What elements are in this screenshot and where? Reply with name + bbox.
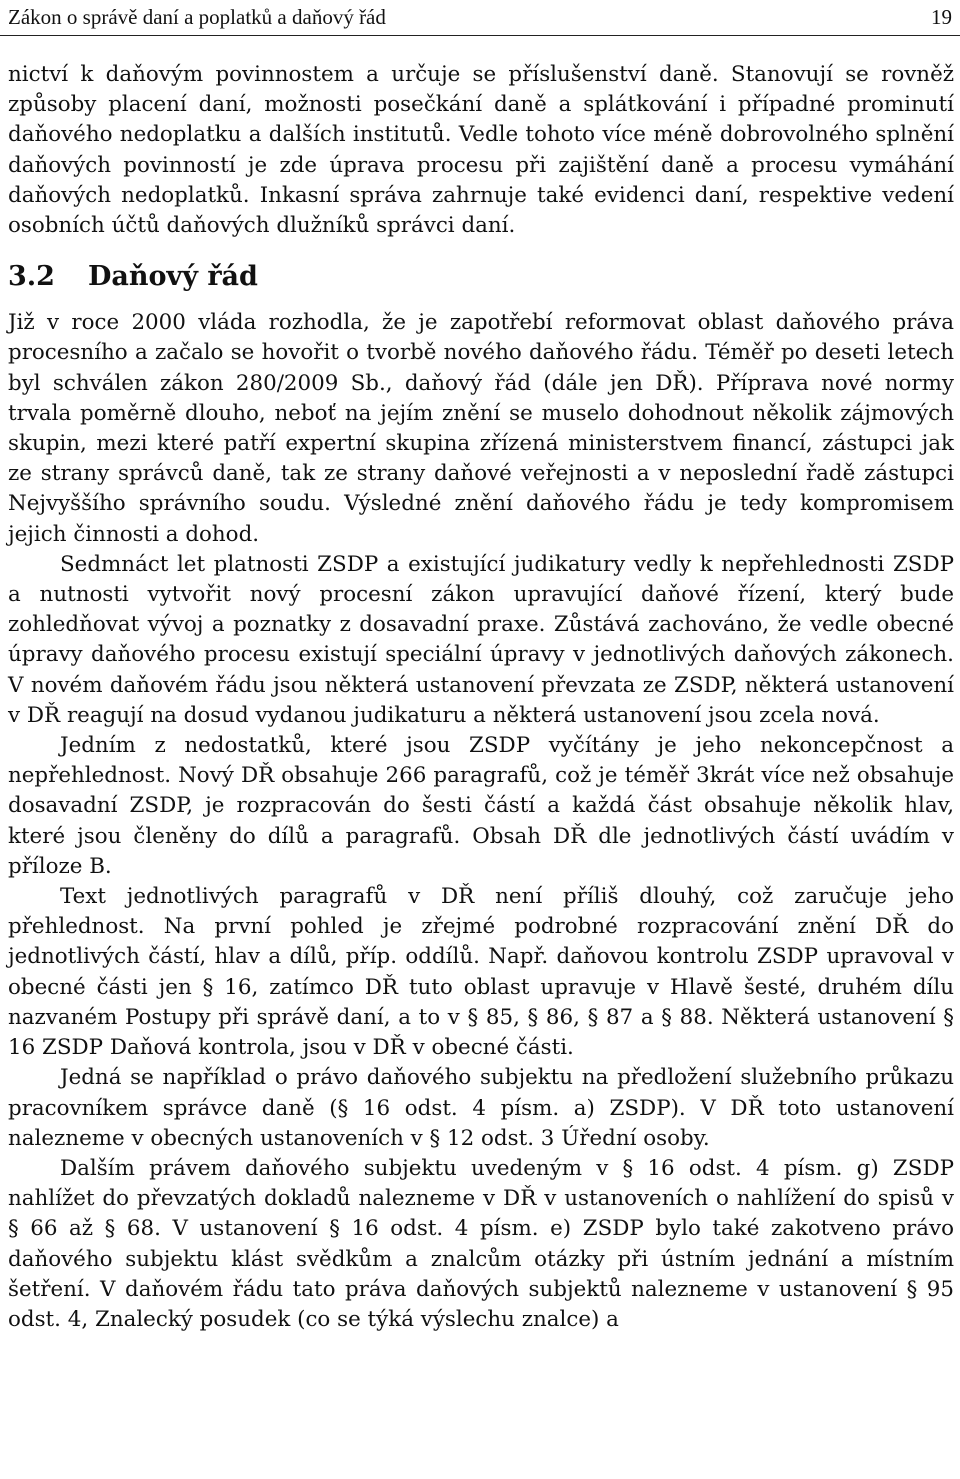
page-number: 19 bbox=[931, 5, 952, 29]
page-header bbox=[0, 0, 960, 40]
body-paragraph: Již v roce 2000 vláda rozhodla, že je zapotřebí reformovat oblast daňového práva procesního a začalo se hovořit o tvorbě nového daňového řádu. Téměř po deseti letech byl schválen zákon 280/2009 Sb., daňový řád (dále jen DŘ). Příprava nové normy trvala poměrně dlouho, neboť na jejím znění se muselo dohodnout několik zájmových skupin, mezi které patří expertní skupina zřízená ministerstvem financí, zástupci jak ze strany správců daně, tak ze strany daňové veřejnosti a v neposlední řadě zástupci Nejvyššího správního soudu. Výsledné znění daňového řádu je tedy kompromisem jejich činnosti a dohod. bbox=[8, 310, 954, 547]
body-paragraph: Sedmnáct let platnosti ZSDP a existující judikatury vedly k nepřehlednosti ZSDP a nutnosti vytvořit nový procesní zákon upravující daňové řízení, který bude zohledňovat vývoj a poznatky z dosavadní praxe. Zůstává zachováno, že vedle obecné úpravy daňového procesu existují speciální úpravy v jednotlivých daňových zákonech. V novém daňovém řádu jsou některá ustanovení převzata ze ZSDP, některá ustanovení v DŘ reagují na dosud vydanou judikaturu a některá ustanovení jsou zcela nová. bbox=[8, 551, 954, 728]
body-paragraph: Text jednotlivých paragrafů v DŘ není příliš dlouhý, což zaručuje jeho přehlednost. Na první pohled je zřejmé podrobné rozpracování znění DŘ do jednotlivých částí, hlav a dílů, příp. oddílů. Např. daňovou kontrolu ZSDP upravoval v obecné části jen § 16, zatímco DŘ tuto oblast upravuje v Hlavě šesté, druhém dílu nazvaném Postupy při správě daní, a to v § 85, § 86, § 87 a § 88. Některá ustanovení § 16 ZSDP Daňová kontrola, jsou v DŘ v obecné části. bbox=[8, 884, 954, 1061]
header-rule bbox=[0, 35, 960, 36]
section-heading bbox=[8, 260, 954, 294]
section-title: Daňový řád bbox=[88, 261, 258, 293]
section-number: 3.2 bbox=[8, 261, 55, 293]
body-paragraph: Jedná se například o právo daňového subjektu na předložení služebního průkazu pracovníkem správce daně (§ 16 odst. 4 písm. a) ZSDP). V DŘ toto ustanovení nalezneme v obecných ustanoveních v § 12 odst. 3 Úřední osoby. bbox=[8, 1065, 954, 1151]
body-paragraph: Jedním z nedostatků, které jsou ZSDP vyčítány je jeho nekoncepčnost a nepřehlednost. Nový DŘ obsahuje 266 paragrafů, což je téměř 3krát více než obsahuje dosavadní ZSDP, je rozpracován do šesti částí a každá část obsahuje několik hlav, které jsou členěny do dílů a paragrafů. Obsah DŘ dle jednotlivých částí uvádím v příloze B. bbox=[8, 733, 954, 879]
page-body bbox=[8, 60, 954, 1335]
intro-paragraph: nictví k daňovým povinnostem a určuje se příslušenství daně. Stanovují se rovněž způsoby placení daní, možnosti posečkání daně a splátkování i případné prominutí daňového nedoplatku a dalších institutů. Vedle tohoto více méně dobrovolného splnění daňových povinností je zde úprava procesu při zajištění daně a procesu vymáhání daňových nedoplatků. Inkasní správa zahrnuje také evidenci daní, respektive vedení osobních účtů daňových dlužníků správci daní. bbox=[8, 62, 954, 239]
running-header-title: Zákon o správě daní a poplatků a daňový řád bbox=[8, 5, 386, 29]
body-paragraph: Dalším právem daňového subjektu uvedeným v § 16 odst. 4 písm. g) ZSDP nahlížet do převzatých dokladů nalezneme v DŘ v ustanoveních o nahlížení do spisů v § 66 až § 68. V ustanovení § 16 odst. 4 písm. e) ZSDP bylo také zakotveno právo daňového subjektu klást svědkům a znalcům otázky při ústním jednání a místním šetření. V daňovém řádu tato práva daňových subjektů nalezneme v ustanovení § 95 odst. 4, Znalecký posudek (co se týká výslechu znalce) a bbox=[8, 1155, 954, 1332]
